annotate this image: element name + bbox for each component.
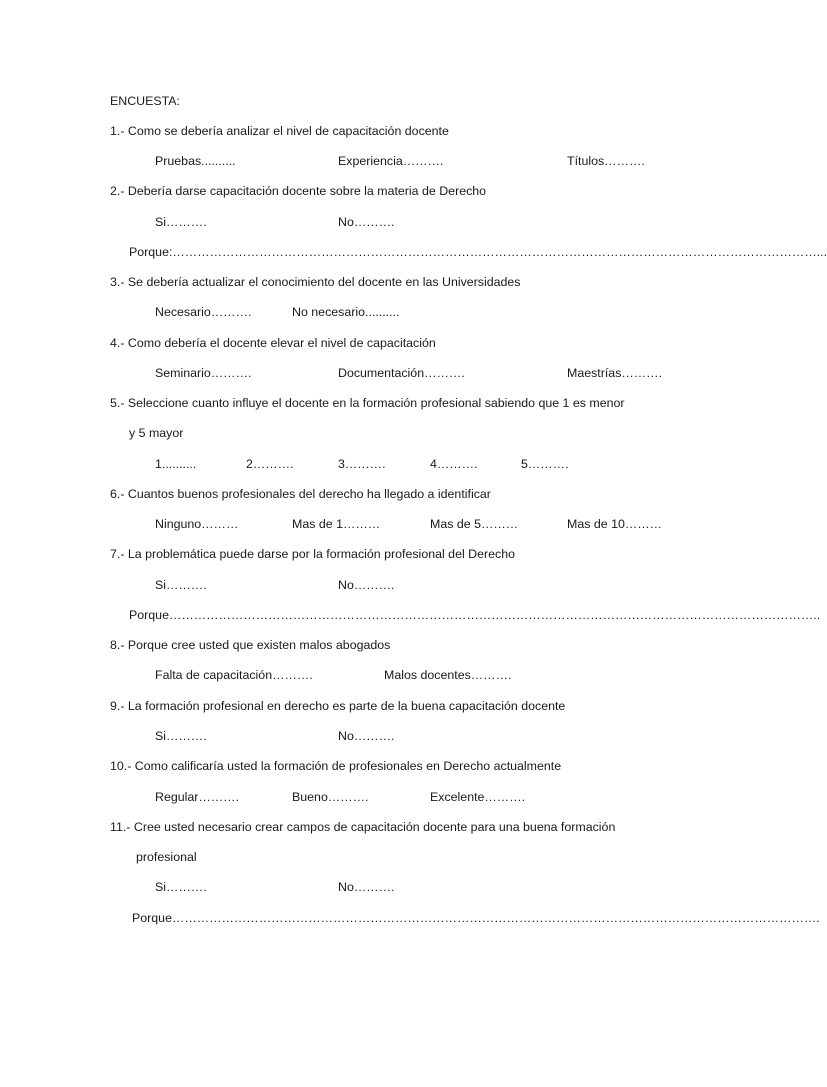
option-ninguno[interactable]: Ninguno……… [155, 517, 239, 531]
option-5[interactable]: 5………. [521, 457, 569, 471]
question-6: 6.- Cuantos buenos profesionales del derecho ha llegado a identificar [110, 487, 491, 501]
question-2-options [0, 214, 600, 230]
question-8: 8.- Porque cree usted que existen malos abogados [110, 638, 391, 652]
question-6-options [0, 516, 663, 532]
option-maestrias[interactable]: Maestrías………. [567, 366, 663, 380]
option-1[interactable]: 1.......... [155, 457, 197, 471]
question-5-options [0, 456, 600, 472]
option-necesario[interactable]: Necesario………. [155, 305, 252, 319]
option-si[interactable]: Si………. [155, 729, 207, 743]
question-10: 10.- Como calificaría usted la formación de profesionales en Derecho actualmente [110, 759, 562, 773]
option-2[interactable]: 2………. [246, 457, 294, 471]
option-no[interactable]: No………. [338, 729, 395, 743]
option-mas-de-5[interactable]: Mas de 5……… [430, 517, 519, 531]
option-bueno[interactable]: Bueno………. [292, 790, 369, 804]
porque-field[interactable]: Porque:…………………………………………………………………………………………………………………………………………... [129, 245, 827, 259]
option-malos-docentes[interactable]: Malos docentes………. [384, 668, 512, 682]
question-5-continuation: y 5 mayor [129, 426, 184, 440]
option-titulos[interactable]: Títulos………. [567, 154, 645, 168]
question-9: 9.- La formación profesional en derecho es parte de la buena capacitación docente [110, 699, 566, 713]
question-8-options [0, 667, 600, 683]
question-10-options [0, 789, 600, 805]
question-2: 2.- Debería darse capacitación docente sobre la materia de Derecho [110, 184, 487, 198]
option-seminario[interactable]: Seminario………. [155, 366, 252, 380]
survey-title: ENCUESTA: [110, 94, 180, 108]
question-5: 5.- Seleccione cuanto influye el docente en la formación profesional sabiendo que 1 es menor [110, 396, 625, 410]
option-documentacion[interactable]: Documentación………. [338, 366, 465, 380]
question-7-options [0, 577, 600, 593]
option-4[interactable]: 4………. [430, 457, 478, 471]
option-falta-de-capacitacion[interactable]: Falta de capacitación………. [155, 668, 313, 682]
porque-field[interactable]: Porque…………………………………………………………………………………………………………………………………………. [132, 911, 820, 925]
option-no-necesario[interactable]: No necesario.......... [292, 305, 400, 319]
option-mas-de-10[interactable]: Mas de 10……… [567, 517, 663, 531]
option-experiencia[interactable]: Experiencia………. [338, 154, 444, 168]
option-si[interactable]: Si………. [155, 215, 207, 229]
question-3: 3.- Se debería actualizar el conocimiento del docente en las Universidades [110, 275, 521, 289]
option-no[interactable]: No………. [338, 880, 395, 894]
question-11: 11.- Cree usted necesario crear campos de capacitación docente para una buena formación [110, 820, 616, 834]
option-si[interactable]: Si………. [155, 578, 207, 592]
question-4: 4.- Como debería el docente elevar el nivel de capacitación [110, 336, 436, 350]
question-1: 1.- Como se debería analizar el nivel de capacitación docente [110, 124, 449, 138]
question-1-options [0, 153, 645, 169]
question-11-continuation: profesional [136, 850, 197, 864]
option-no[interactable]: No………. [338, 578, 395, 592]
porque-field[interactable]: Porque………………………………………………………………………………………………………………………………………….. [129, 608, 821, 622]
option-excelente[interactable]: Excelente………. [430, 790, 526, 804]
option-mas-de-1[interactable]: Mas de 1……… [292, 517, 381, 531]
option-3[interactable]: 3………. [338, 457, 386, 471]
option-si[interactable]: Si………. [155, 880, 207, 894]
question-7: 7.- La problemática puede darse por la formación profesional del Derecho [110, 547, 515, 561]
option-pruebas[interactable]: Pruebas.......... [155, 154, 236, 168]
option-no[interactable]: No………. [338, 215, 395, 229]
question-9-options [0, 728, 600, 744]
question-4-options [0, 365, 663, 381]
question-3-options [0, 304, 600, 320]
question-11-options [0, 879, 600, 895]
option-regular[interactable]: Regular………. [155, 790, 240, 804]
